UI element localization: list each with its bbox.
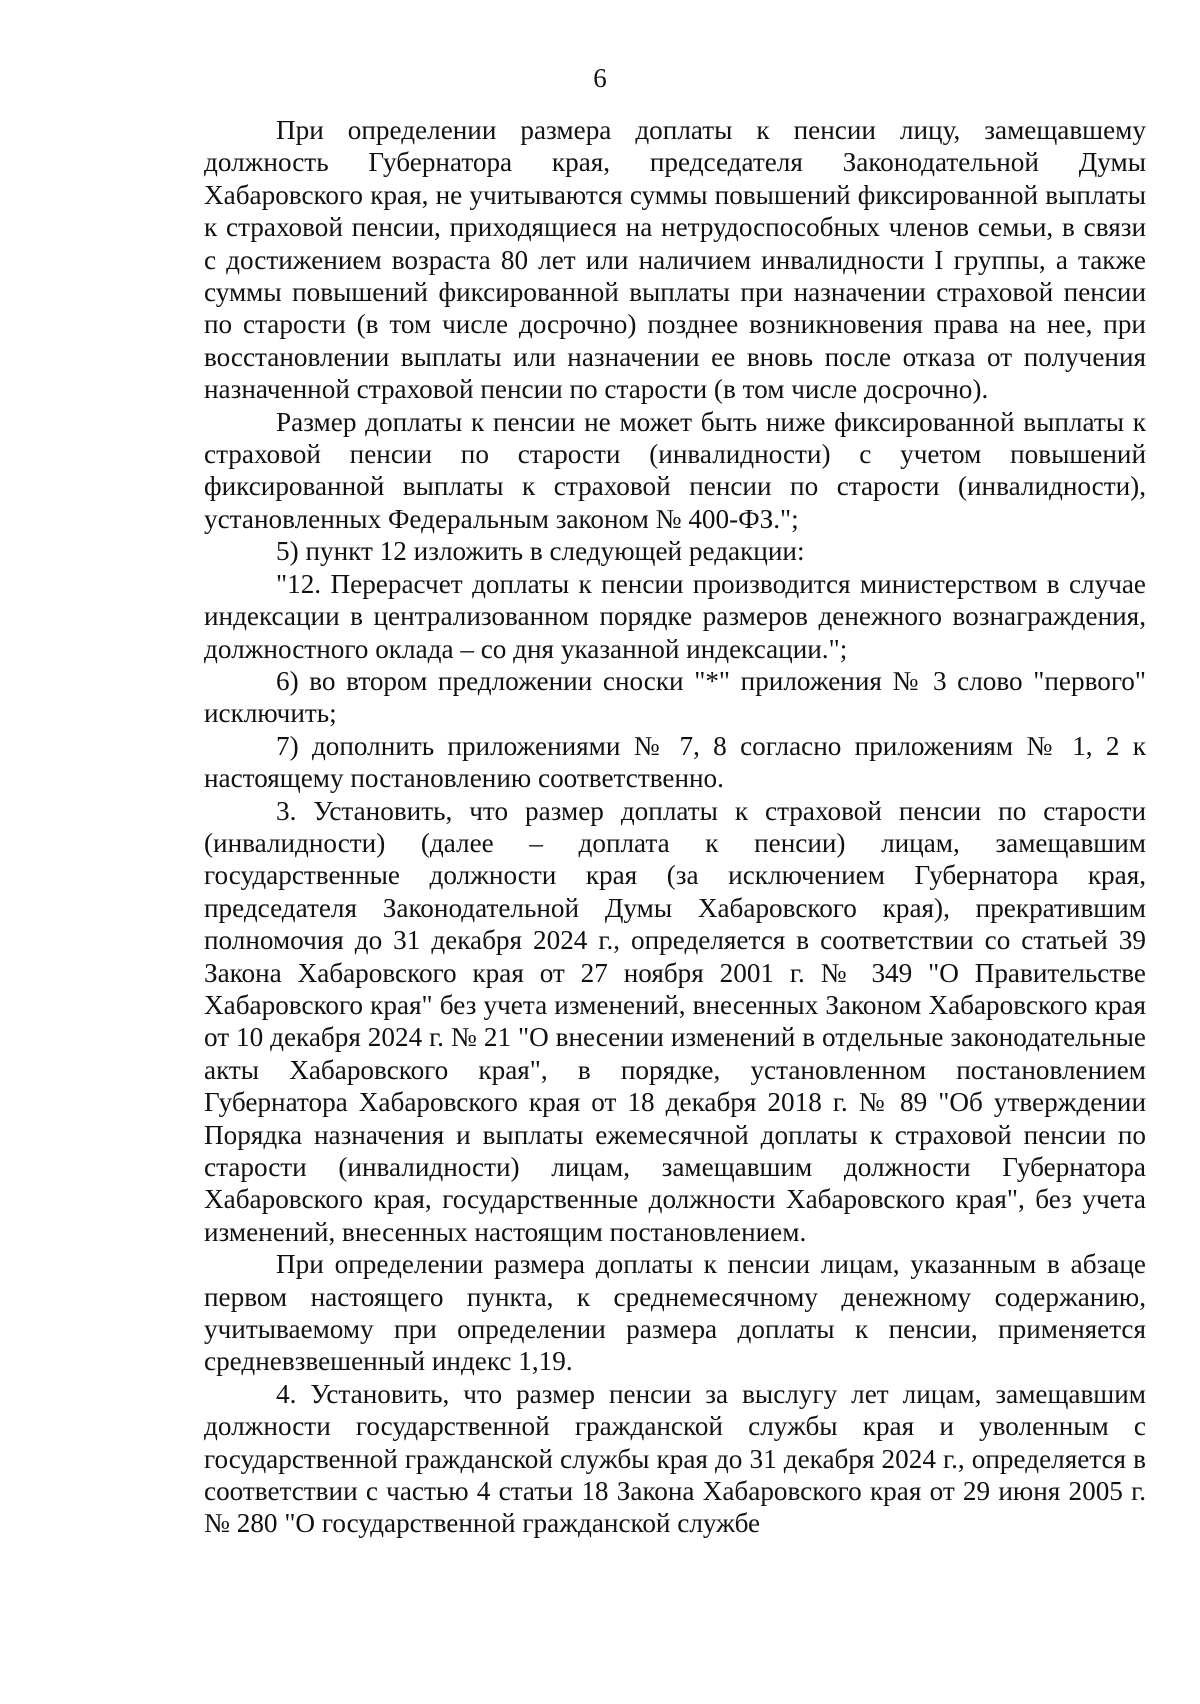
paragraph-pension-exclusions: При определении размера доплаты к пенсии лицу, замещавшему должность Губернатора края, председателя Законодательной Думы Хабаровского края, не учитываются суммы повышений фиксированной выплаты к страховой пенсии, приходящиеся на нетрудоспособных членов семьи, в связи с достижением возраста 80 лет или наличием инвалидности I группы, а также суммы повышений фиксированной выплаты при назначении страховой пенсии по старости (в том числе досрочно) позднее возникновения права на нее, при восстановлении выплаты или назначении ее вновь после отказа от получения назначенной страховой пенсии по старости (в том числе досрочно). xyxy=(204,115,1146,405)
paragraph-clause-12: "12. Перерасчет доплаты к пенсии производится министерством в случае индексации в централизованном порядке размеров денежного вознаграждения, должностного оклада – со дня указанной индексации."; xyxy=(204,568,1146,664)
document-body xyxy=(204,114,1146,1540)
page-number: 6 xyxy=(593,63,607,93)
paragraph-section-4: 4. Установить, что размер пенсии за выслугу лет лицам, замещавшим должности государственной гражданской службы края и уволенным с государственной гражданской службы края до 31 декабря 2024 г., определяется в соответствии с частью 4 статьи 18 Закона Хабаровского края от 29 июня 2005 г. № 280 "О государственной гражданской службе xyxy=(204,1378,1146,1539)
paragraph-weighted-index: При определении размера доплаты к пенсии лицам, указанным в абзаце первом настоящего пункта, к среднемесячному денежному содержанию, учитываемому при определении размера доплаты к пенсии, применяется средневзвешенный индекс 1,19. xyxy=(204,1249,1146,1377)
paragraph-item-5: 5) пункт 12 изложить в следующей редакции: xyxy=(276,536,805,567)
paragraph-minimum-supplement: Размер доплаты к пенсии не может быть ниже фиксированной выплаты к страховой пенсии по старости (инвалидности) с учетом повышений фиксированной выплаты к страховой пенсии по старости (инвалидности), установленных Федеральным законом № 400-ФЗ."; xyxy=(204,406,1146,534)
paragraph-section-3: 3. Установить, что размер доплаты к страховой пенсии по старости (инвалидности) (далее – доплата к пенсии) лицам, замещавшим государственные должности края (за исключением Губернатора края, председателя Законодательной Думы Хабаровского края), прекратившим полномочия до 31 декабря 2024 г., определяется в соответствии со статьей 39 Закона Хабаровского края от 27 ноября 2001 г. № 349 "О Правительстве Хабаровского края" без учета изменений, внесенных Законом Хабаровского края от 10 декабря 2024 г. № 21 "О внесении изменений в отдельные законодательные акты Хабаровского края", в порядке, установленном постановлением Губернатора Хабаровского края от 18 декабря 2018 г. № 89 "Об утверждении Порядка назначения и выплаты ежемесячной доплаты к страховой пенсии по старости (инвалидности) лицам, замещавшим должности Губернатора Хабаровского края, государственные должности Хабаровского края", без учета изменений, внесенных настоящим постановлением. xyxy=(204,795,1146,1247)
paragraph-item-6: 6) во втором предложении сноски "*" приложения № 3 слово "первого" исключить; xyxy=(204,665,1146,729)
paragraph-item-7: 7) дополнить приложениями № 7, 8 согласно приложениям № 1, 2 к настоящему постановлению соответственно. xyxy=(204,730,1146,794)
